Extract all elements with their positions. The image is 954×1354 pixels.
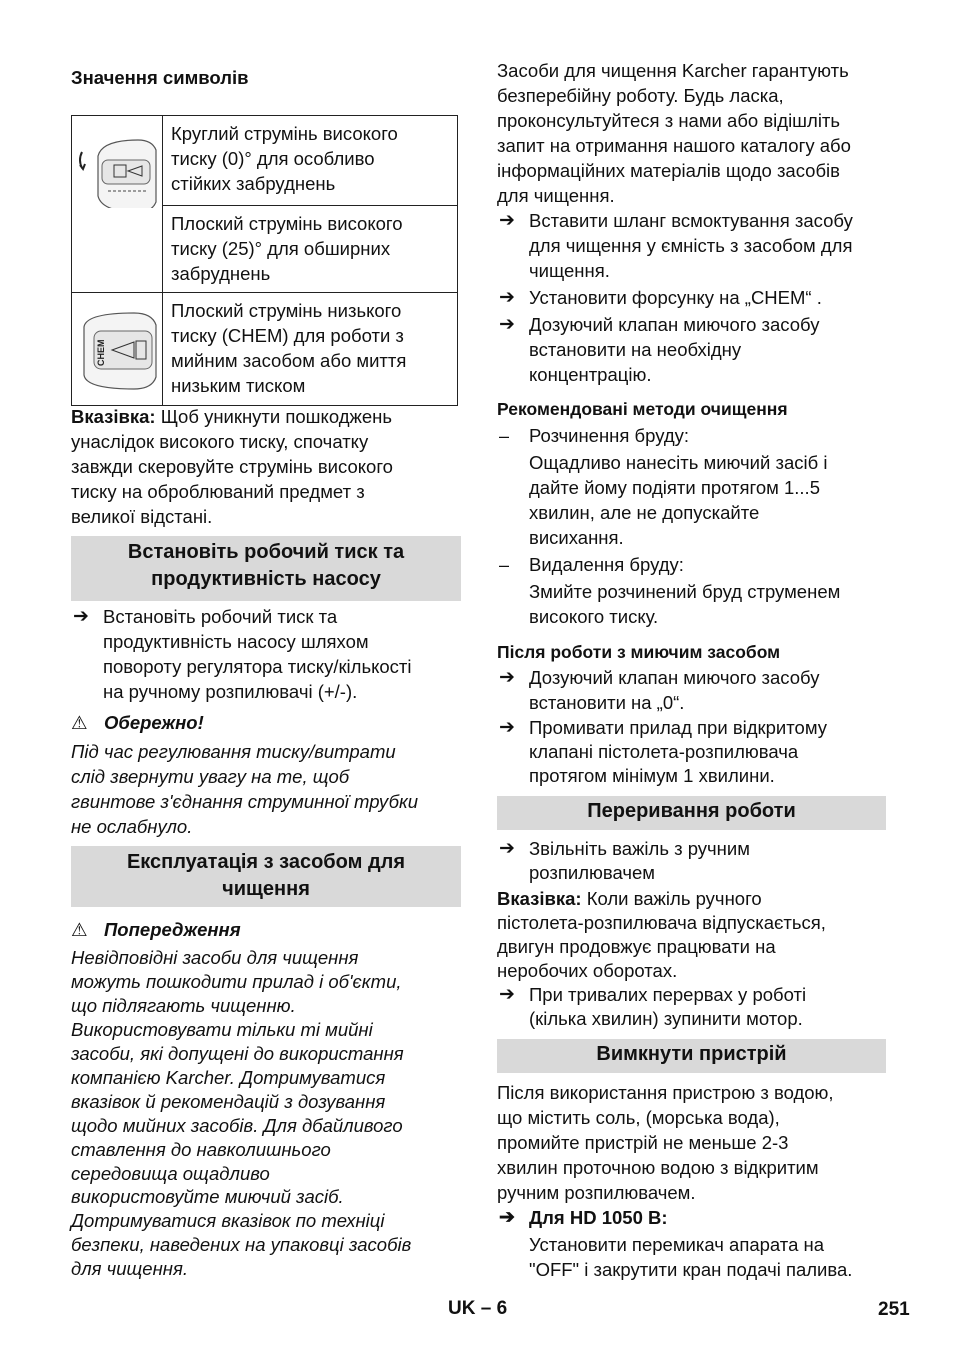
bullet-arrow-icon: ➔ [73,606,89,627]
note-label: Вказівка: [71,406,156,427]
chem-nozzle-icon-cell [72,293,163,406]
chem-nozzle-icon [72,293,162,391]
symbol-3-line: тиску (CHEM) для роботи з [171,325,404,346]
warning-title: Попередження [104,919,241,940]
note-line: Щоб уникнути пошкоджень [155,406,393,427]
note-label: Вказівка: [497,888,582,909]
dash-bullet: – [499,426,510,446]
section-heading-cleaning-agent: Експлуатація з засобом для чищення [71,846,461,907]
bullet-arrow-icon: ➔ [499,1207,515,1228]
note-line: завжди скеровуйте струмінь високого [71,456,393,477]
note-line: тиску на оброблюваний предмет з [71,481,365,502]
svg-text:CHEM: CHEM [96,339,106,366]
caution-title: Обережно! [104,712,204,733]
dash-bullet: – [499,555,510,575]
symbols-table [71,115,458,406]
jet-nozzle-icon-cell [72,116,163,293]
page-number: 251 [878,1299,910,1320]
section-heading-shutdown: Вимкнути пристрій [497,1039,886,1073]
symbol-1-line: стійких забруднень [171,173,336,194]
warning-triangle-icon: ⚠ [71,919,88,940]
symbol-row-3 [163,293,458,406]
section-heading-pressure: Встановіть робочий тиск та продуктивність насосу [71,536,461,601]
note-line: великої відстані. [71,506,213,527]
bullet-arrow-icon: ➔ [499,717,515,738]
symbol-3-line: мийним засобом або миття [171,350,407,371]
symbol-3-line: низьким тиском [171,375,306,396]
note-line: унаслідок високого тиску, спочатку [71,431,369,452]
symbol-2-line: Плоский струмінь високого [171,213,403,234]
after-title: Після роботи з миючим засобом [497,642,781,662]
symbol-2-line: тиску (25)° для обширних [171,238,391,259]
symbol-1-line: тиску (0)° для особливо [171,148,375,169]
bullet-arrow-icon: ➔ [499,210,515,231]
symbols-title: Значення символів [71,67,249,88]
bullet-arrow-icon: ➔ [499,667,515,688]
round-jet-nozzle-icon [72,116,162,208]
bullet-arrow-icon: ➔ [499,287,515,308]
symbol-2-line: забруднень [171,263,271,284]
symbol-3-line: Плоский струмінь низького [171,300,402,321]
symbol-row-1 [163,116,458,206]
hd-label: Для HD 1050 B: [529,1207,668,1228]
warning-triangle-icon: ⚠ [71,712,88,733]
page-label: UK – 6 [448,1298,508,1319]
bullet-arrow-icon: ➔ [499,838,515,859]
symbol-1-line: Круглий струмінь високого [171,123,398,144]
bullet-arrow-icon: ➔ [499,314,515,335]
bullet-arrow-icon: ➔ [499,984,515,1005]
methods-title: Рекомендовані методи очищення [497,399,788,419]
section-heading-interrupt: Переривання роботи [497,796,886,830]
symbol-row-2 [163,206,458,293]
